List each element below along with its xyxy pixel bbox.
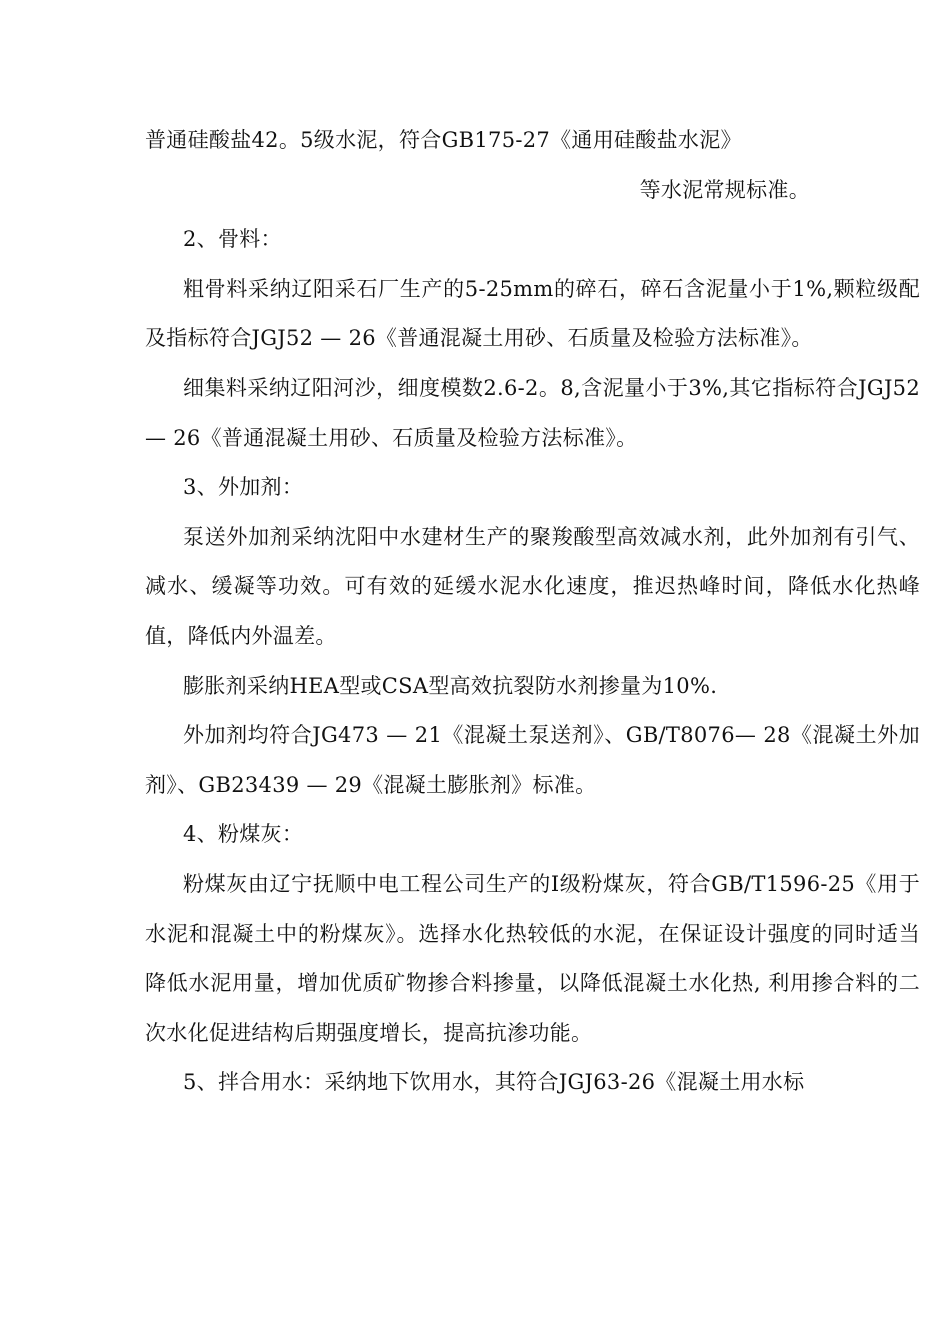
document-body (145, 116, 920, 1108)
paragraph-mixing-water: 5、拌合用水：采纳地下饮用水，其符合JGJ63-26《混凝土用水标 (183, 1070, 805, 1095)
paragraph-admixture-standards: 外加剂均符合JG473 — 21《混凝土泵送剂》、GB/T8076— 28《混凝土外加剂》、GB23439 — 29《混凝土膨胀剂》标准。 (145, 723, 920, 797)
paragraph-cement-type: 普通硅酸盐42。5级水泥，符合GB175-27《通用硅酸盐水泥》 (145, 128, 742, 152)
paragraph-flyash: 粉煤灰由辽宁抚顺中电工程公司生产的I级粉煤灰，符合GB/T1596-25《用于水泥和混凝土中的粉煤灰》。选择水化热较低的水泥，在保证设计强度的同时适当降低水泥用量，增加优质矿物掺合料掺量，以降低混凝土水化热, 利用掺合料的二次水化促进结构后期强度增长，提高抗渗功能。 (145, 871, 920, 1045)
section-heading-flyash: 4、粉煤灰： (183, 822, 304, 847)
paragraph-cement-standard-tail: 等水泥常规标准。 (639, 177, 810, 202)
section-heading-admixture: 3、外加剂： (183, 475, 304, 500)
section-heading-aggregate: 2、骨料： (183, 227, 282, 252)
paragraph-pump-admixture: 泵送外加剂采纳沈阳中水建材生产的聚羧酸型高效减水剂，此外加剂有引气、减水、缓凝等功效。可有效的延缓水泥水化速度，推迟热峰时间，降低水化热峰值，降低内外温差。 (145, 524, 920, 648)
paragraph-fine-aggregate: 细集料采纳辽阳河沙，细度模数2.6-2。8,含泥量小于3%,其它指标符合JGJ52 — 26《普通混凝土用砂、石质量及检验方法标准》。 (145, 375, 920, 450)
paragraph-coarse-aggregate: 粗骨料采纳辽阳采石厂生产的5-25mm的碎石，碎石含泥量小于1%,颗粒级配及指标符合JGJ52 — 26《普通混凝土用砂、石质量及检验方法标准》。 (145, 276, 920, 351)
paragraph-expansion-agent: 膨胀剂采纳HEA型或CSA型高效抗裂防水剂掺量为10%. (183, 673, 718, 698)
